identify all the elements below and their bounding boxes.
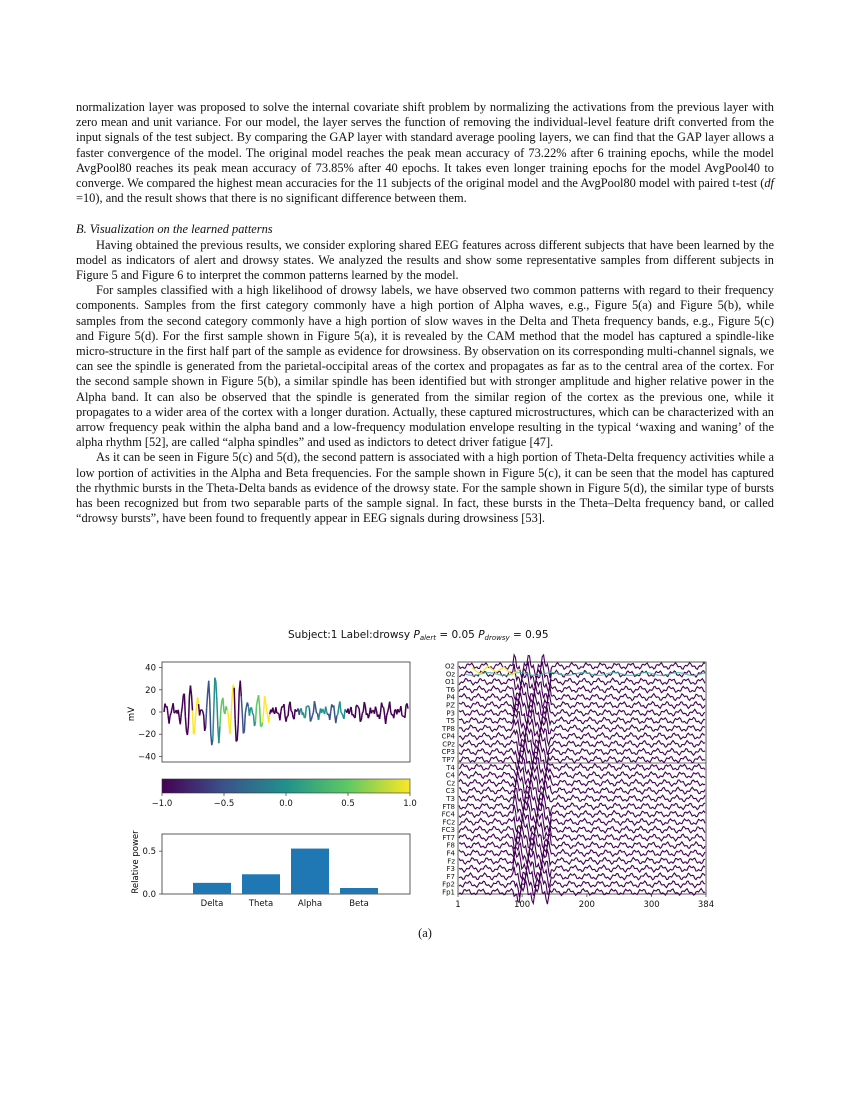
- channel-label: FC3: [441, 826, 455, 835]
- signal-segment: [205, 727, 206, 731]
- signal-segment: [254, 722, 255, 726]
- signal-segment: [407, 703, 408, 708]
- colorbar: [152, 779, 417, 809]
- signal-segment: [213, 709, 214, 740]
- signal-segment: [305, 706, 306, 717]
- bar-beta: [340, 888, 378, 894]
- signal-segment: [265, 696, 266, 703]
- signal-segment: [244, 713, 245, 732]
- bar-category-label: Theta: [248, 899, 274, 909]
- signal-segment: [212, 740, 213, 745]
- signal-segment: [187, 725, 188, 735]
- signal-segment: [288, 706, 289, 716]
- signal-segment: [388, 707, 389, 712]
- signal-segment: [294, 709, 295, 719]
- signal-segment: [238, 691, 239, 724]
- bar-category-label: Beta: [349, 899, 369, 909]
- channel-label: TP7: [442, 756, 455, 765]
- signal-segment: [170, 713, 171, 715]
- signal-segment: [296, 711, 297, 712]
- bar-category-label: Alpha: [297, 899, 323, 909]
- channel-label: PZ: [445, 701, 455, 710]
- signal-segment: [353, 714, 354, 717]
- signal-plot: [127, 662, 410, 762]
- signal-segment: [233, 685, 234, 688]
- channel-label: T6: [446, 685, 455, 694]
- signal-segment: [319, 714, 320, 720]
- channel-label: Cz: [446, 779, 455, 788]
- signal-segment: [221, 701, 222, 710]
- multichannel-plot: [441, 655, 714, 910]
- signal-segment: [260, 706, 261, 726]
- bar-alpha: [291, 849, 329, 894]
- signal-segment: [245, 707, 246, 713]
- signal-segment: [368, 715, 369, 719]
- channel-label: FC4: [441, 810, 455, 819]
- colorbar-tick-label: −0.5: [213, 799, 235, 809]
- signal-segment: [309, 708, 310, 721]
- channel-label: O1: [445, 678, 455, 687]
- signal-segment: [280, 711, 281, 720]
- signal-segment: [355, 706, 356, 718]
- paragraph-3: For samples classified with a high likelihood of drowsy labels, we have observed two common patterns with regard to their frequency components. Samples from the first category commonly have a high portion of Alpha waves, e.g., Figure 5(a) and Figure 5(b), while samples from the second category commonly have a high portion of slow waves in the Delta and Theta frequency bands, e.g., Figure 5(c) and Figure 5(d). For the first sample shown in Figure 5(a), it is revealed by the CAM method that the model has captured a spindle-like micro-structure in the first half part of the sample as evidence for drowsiness. By observation on its corresponding multi-channel signals, we can see the spindle is generated from the parietal-occipital areas of the cortex and propagates as far as to the central area of the cortex. For the second sample shown in Figure 5(b), a similar spindle has been identified but with stronger amplitude and higher relative power in the Alpha band. It can also be observed that the spindle is generated from the similar region of the cortex as the previous one, while it propagates to a wider area of the cortex with a longer duration. Actually, these captured microstructures, which can be characterized with an arrow frequency peak within the alpha band and a low-frequency modulation envelope resulting in the typical ‘waxing and waning’ of the alpha rhythm [52], are called “alpha spindles” and used as indictors to detect driver fatigue [47].: [76, 283, 774, 450]
- channel-label: F4: [446, 849, 455, 858]
- signal-segment: [405, 705, 406, 717]
- signal-segment: [236, 740, 237, 741]
- signal-segment: [182, 695, 183, 706]
- bar-category-label: Delta: [200, 899, 224, 909]
- channel-label: T5: [446, 717, 455, 726]
- signal-segment: [359, 709, 360, 722]
- signal-segment: [235, 720, 236, 742]
- signal-segment: [240, 681, 241, 697]
- figure-5a: [120, 622, 730, 952]
- signal-segment: [338, 707, 339, 715]
- signal-segment: [167, 706, 168, 715]
- bar-ylabel: Relative power: [131, 830, 141, 894]
- signal-segment: [330, 712, 331, 720]
- channel-label: CPz: [442, 740, 455, 749]
- signal-segment: [284, 704, 285, 716]
- signal-segment: [193, 734, 194, 735]
- colorbar-tick-label: 0.0: [279, 799, 293, 809]
- signal-segment: [263, 711, 264, 722]
- signal-segment: [387, 712, 388, 715]
- signal-segment: [203, 711, 204, 715]
- signal-segment: [178, 710, 179, 718]
- signal-segment: [286, 717, 287, 722]
- signal-segment: [291, 711, 292, 712]
- channel-label: CP4: [441, 732, 455, 741]
- signal-segment: [241, 696, 242, 713]
- signal-segment: [209, 681, 210, 701]
- signal-segment: [273, 708, 274, 713]
- bar-ytick-label: 0.0: [142, 890, 156, 900]
- signal-segment: [188, 696, 189, 725]
- mc-xtick-label: 200: [578, 900, 595, 910]
- channel-label: C3: [445, 787, 455, 796]
- signal-segment: [399, 711, 400, 713]
- colorbar-tick-label: −1.0: [151, 799, 173, 809]
- signal-segment: [340, 701, 341, 711]
- signal-segment: [390, 702, 391, 712]
- figure-svg: [120, 622, 730, 922]
- signal-segment: [215, 678, 216, 682]
- signal-segment: [192, 710, 193, 734]
- signal-segment: [361, 713, 362, 720]
- page-body: [76, 100, 774, 526]
- signal-segment: [207, 692, 208, 707]
- signal-segment: [337, 714, 338, 716]
- channel-label: T4: [446, 763, 455, 772]
- signal-segment: [220, 709, 221, 726]
- signal-ytick-label: 40: [145, 663, 156, 674]
- signal-segment: [276, 707, 277, 713]
- signal-segment: [191, 694, 192, 710]
- channel-label: CP3: [441, 748, 455, 757]
- channel-label: FCz: [442, 818, 455, 827]
- signal-segment: [362, 712, 363, 714]
- signal-segment: [206, 707, 207, 726]
- channel-label: TP8: [442, 724, 455, 733]
- signal-segment: [195, 716, 196, 733]
- signal-segment: [214, 678, 215, 709]
- signal-segment: [169, 715, 170, 723]
- signal-segment: [341, 712, 342, 714]
- signal-segment: [323, 709, 324, 711]
- signal-segment: [314, 701, 315, 706]
- channel-label: F3: [446, 865, 455, 874]
- channel-label: FT7: [442, 833, 455, 842]
- paragraph-2: Having obtained the previous results, we consider exploring shared EEG features across different subjects that have been learned by the model as indicators of alert and drowsy states. We analyzed the results and show some representative samples from different subjects in Figure 5 and Figure 6 to interpret the common patterns learned by the model.: [76, 237, 774, 283]
- signal-segment: [342, 713, 343, 716]
- signal-ytick-label: 20: [145, 685, 156, 696]
- signal-segment: [326, 707, 327, 712]
- band-power-chart: [131, 830, 410, 909]
- signal-segment: [196, 707, 197, 717]
- channel-label: Fz: [447, 857, 455, 866]
- signal-segment: [231, 697, 232, 716]
- signal-segment: [310, 719, 311, 721]
- bar-ytick-label: 0.5: [142, 847, 156, 858]
- channel-label: F8: [446, 841, 455, 850]
- signal-segment: [336, 716, 337, 723]
- signal-segment: [290, 702, 291, 711]
- signal-segment: [351, 707, 352, 715]
- signal-segment: [259, 695, 260, 706]
- figure-title: Subject:1 Label:drowsy Palert = 0.05 Pdrowsy = 0.95: [288, 629, 549, 642]
- signal-segment: [394, 710, 395, 718]
- mc-xtick-label: 384: [697, 900, 715, 910]
- signal-segment: [386, 715, 387, 723]
- signal-ytick-label: 0: [150, 708, 156, 718]
- channel-label: FT8: [442, 802, 455, 811]
- bar-delta: [193, 883, 231, 894]
- signal-segment: [184, 694, 185, 717]
- signal-segment: [364, 702, 365, 706]
- signal-segment: [252, 713, 253, 715]
- signal-segment: [311, 715, 312, 719]
- signal-segment: [173, 703, 174, 713]
- signal-segment: [303, 712, 304, 717]
- signal-segment: [234, 688, 235, 720]
- signal-segment: [384, 707, 385, 715]
- colorbar-tick-label: 0.5: [341, 799, 355, 809]
- signal-ytick-label: −20: [138, 730, 156, 741]
- signal-segment: [217, 701, 218, 727]
- figure-caption: (a): [418, 926, 432, 940]
- signal-segment: [267, 710, 268, 715]
- signal-segment: [365, 706, 366, 715]
- signal-segment: [219, 726, 220, 743]
- signal-segment: [266, 703, 267, 711]
- signal-segment: [308, 705, 309, 708]
- paragraph-1: normalization layer was proposed to solve the internal covariate shift problem by normalizing the activations from the previous layer with zero mean and unit variance. For our model, the layer serves the function of removing the individual-level feature drift converted from the input signals of the test subject. By comparing the GAP layer with standard average pooling layers, we can find that the GAP layer allows a faster convergence of the model. The original model reaches the peak mean accuracy of 73.22% after 6 training epochs, while the model AvgPool80 reaches its peak mean accuracy of 73.85% after 40 epochs. It takes even longer training epochs for the model AvgPool40 to converge. We compared the highest mean accuracies for the 11 subjects of the original model and the AvgPool80 model with paired t-test (df =10), and the result shows that there is no significant difference between them.: [76, 100, 774, 206]
- signal-segment: [237, 724, 238, 740]
- signal-segment: [344, 709, 345, 719]
- signal-segment: [180, 714, 181, 725]
- signal-segment: [262, 722, 263, 726]
- signal-segment: [380, 712, 381, 719]
- signal-ylabel: mV: [127, 706, 137, 722]
- signal-segment: [357, 705, 358, 707]
- signal-segment: [223, 698, 224, 712]
- signal-segment: [181, 706, 182, 713]
- mc-xtick-label: 100: [513, 900, 531, 910]
- signal-segment: [230, 716, 231, 734]
- signal-segment: [257, 700, 258, 706]
- signal-segment: [292, 712, 293, 718]
- signal-segment: [256, 705, 257, 722]
- signal-segment: [371, 711, 372, 714]
- signal-segment: [375, 707, 376, 711]
- signal-segment: [247, 702, 248, 706]
- channel-label: C4: [445, 771, 455, 780]
- signal-segment: [334, 705, 335, 715]
- signal-segment: [243, 732, 244, 734]
- channel-label: T3: [446, 794, 455, 803]
- signal-segment: [171, 708, 172, 713]
- signal-segment: [227, 710, 228, 713]
- mc-xtick-label: 1: [455, 900, 461, 910]
- signal-segment: [210, 700, 211, 733]
- signal-segment: [358, 707, 359, 709]
- signal-segment: [216, 682, 217, 701]
- signal-segment: [202, 710, 203, 711]
- mc-xtick-label: 300: [643, 900, 660, 910]
- colorbar-tick-label: 1.0: [403, 799, 417, 809]
- signal-segment: [382, 703, 383, 708]
- signal-segment: [349, 710, 350, 714]
- signal-segment: [249, 709, 250, 716]
- signal-segment: [242, 714, 243, 734]
- section-heading: B. Visualization on the learned patterns: [76, 222, 273, 237]
- signal-segment: [226, 706, 227, 710]
- signal-segment: [312, 712, 313, 715]
- signal-segment: [190, 685, 191, 694]
- channel-label: Fp2: [442, 880, 455, 889]
- channel-label: P3: [446, 709, 455, 718]
- paragraph-4: As it can be seen in Figure 5(c) and 5(d), the second pattern is associated with a high portion of Theta-Delta frequency activities while a low portion of activities in the Alpha and Beta frequencies. For the sample shown in Figure 5(c), it can be seen that the model has captured the rhythmic bursts in the Theta-Delta bands as evidence of the drowsy state. For the sample shown in Figure 5(d), the similar type of bursts has been recognized but from two separable parts of the sample signal. In fact, these bursts in the Theta–Delta frequency band, or called “drowsy bursts”, have been found to frequently appear in EEG signals during drowsiness [53].: [76, 450, 774, 526]
- signal-segment: [251, 707, 252, 713]
- signal-segment: [345, 709, 346, 710]
- signal-segment: [278, 713, 279, 714]
- signal-segment: [299, 710, 300, 715]
- bar-theta: [242, 874, 280, 894]
- signal-segment: [185, 716, 186, 730]
- signal-ytick-label: −40: [138, 752, 156, 763]
- signal-segment: [228, 713, 229, 725]
- signal-segment: [269, 714, 270, 723]
- signal-segment: [315, 706, 316, 713]
- channel-label: Oz: [445, 670, 455, 679]
- signal-segment: [200, 710, 201, 716]
- channel-label: Fp1: [442, 888, 455, 897]
- channel-label: F7: [446, 872, 455, 881]
- signal-segment: [401, 706, 402, 715]
- signal-segment: [360, 720, 361, 721]
- signal-segment: [174, 713, 175, 714]
- channel-label: O2: [445, 662, 455, 671]
- channel-label: P4: [446, 693, 455, 702]
- signal-segment: [198, 697, 199, 704]
